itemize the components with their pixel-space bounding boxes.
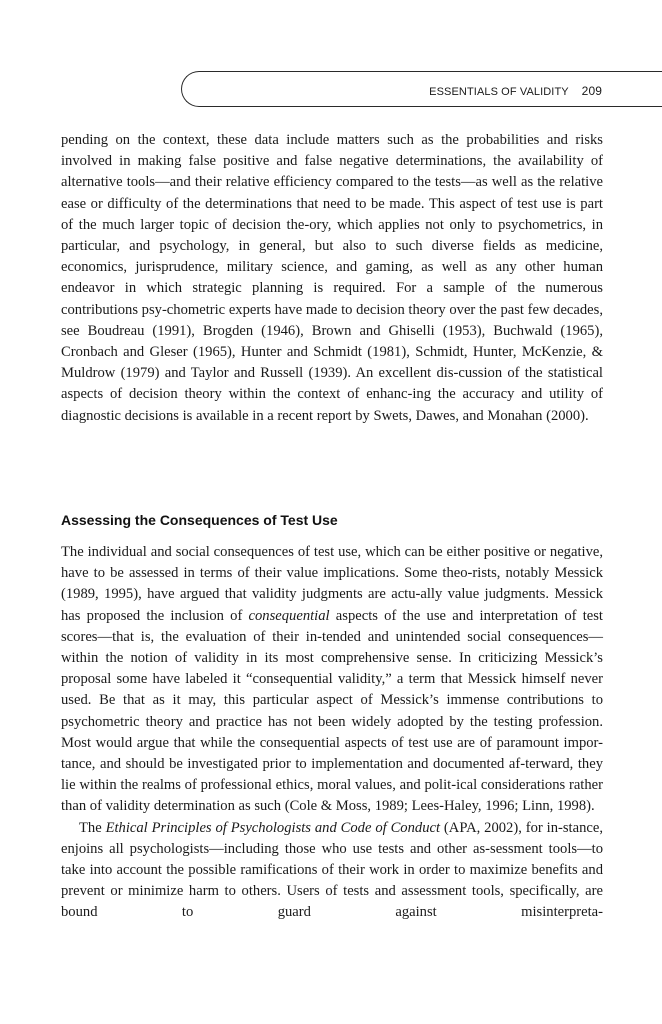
running-title: ESSENTIALS OF VALIDITY	[429, 86, 569, 98]
para2-text-a: The individual and social consequences of test use, which can be either positive or negative, have to be assessed in terms of their value implications. Some theo-rists, notably Messick (1989, 1995), have argued that validity judgments are actu-ally value judgments. Messick has proposed the inclusion of	[61, 544, 603, 624]
section-consequences-body	[61, 542, 603, 924]
paragraph-1-text: pending on the context, these data include matters such as the probabilities and risks involved in making false positive and false negative determinations, the availability of alternative tools—and their relative efficiency compared to the tests—as well as the relative ease or difficulty of the determinations that need to be made. This aspect of test use is part of the much larger topic of decision the-ory, which applies not only to psychometrics, in particular, and psychology, in general, but also to such diverse fields as medicine, economics, jurisprudence, military science, and gaming, as well as any other human endeavor in which strategic planning is required. For a sample of the numerous contributions psy-chometric experts have made to decision theory over the past few decades, see Boudreau (1991), Brogden (1946), Brown and Ghiselli (1953), Buchwald (1965), Cronbach and Gleser (1965), Hunter and Schmidt (1981), Schmidt, Hunter, McKenzie, & Muldrow (1979) and Taylor and Russell (1939). An excellent dis-cussion of the statistical aspects of decision theory within the context of enhanc-ing the accuracy and utility of diagnostic decisions is available in a recent report by Swets, Dawes, and Monahan (2000).	[61, 132, 603, 424]
para3-italic-title: Ethical Principles of Psychologists and Code of Conduct	[105, 819, 441, 836]
para2-italic-term: consequential	[248, 607, 330, 624]
para3-text-b: (APA, 2002), for in-stance, enjoins all psychologists—including those who use tests and other as-sessment tools—to take into account the possible ramifications of their work in order to maximize benefits and prevent or minimize harm to others. Users of tests and assessment tools, specifically, are bound to guard against misinterpreta-	[61, 819, 603, 921]
para2-text-b: aspects of the use and interpretation of test scores—that is, the evaluation of their in-tended and unintended social consequences—within the notion of validity in its most comprehensive sense. In criticizing Messick’s proposal some have labeled it “consequential validity,” a term that Messick himself never used. Be that as it may, this particular aspect of Messick’s immense contributions to psychometric theory and practice has not been widely adopted by the testing profession. Most would argue that while the consequential aspects of test use are of paramount impor-tance, and should be investigated prior to implementation and documented af-terward, they lie within the realms of professional ethics, moral values, and polit-ical considerations rather than of validity determination as such (Cole & Moss, 1989; Lees-Haley, 1996; Linn, 1998).	[61, 607, 603, 815]
paragraph-consequences	[61, 542, 603, 818]
section-heading: Assessing the Consequences of Test Use	[61, 512, 338, 528]
running-head	[429, 84, 602, 98]
para3-text-a: The	[79, 819, 106, 836]
paragraph-ethical-principles	[61, 818, 603, 924]
page-number: 209	[581, 84, 602, 98]
paragraph-decision-theory	[61, 130, 603, 427]
